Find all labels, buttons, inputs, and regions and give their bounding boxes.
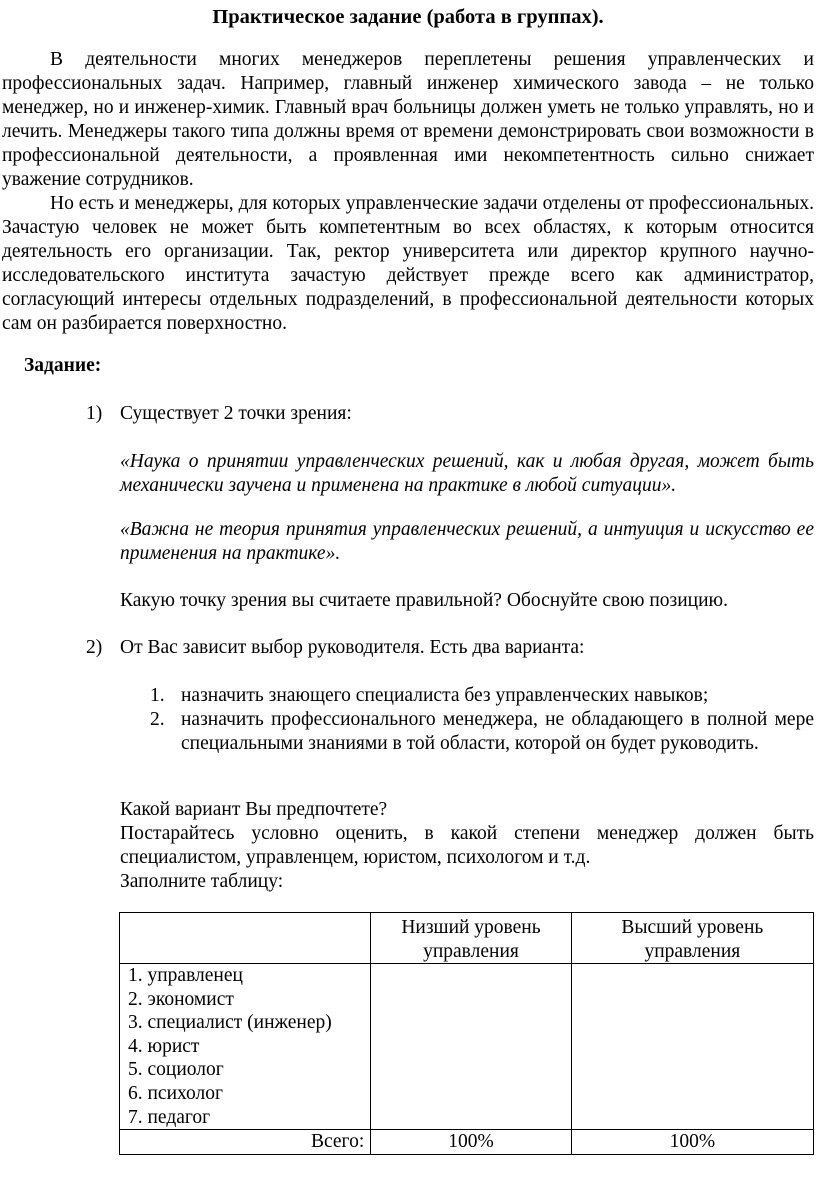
paragraph-2: Но есть и менеджеры, для которых управленческие задачи отделены от профессиональных. Зачастую человек не может быть компетентным во всех областях, к которым относится деятельность его организации. Так, ректор университета или директор крупного научно- исследовательского института зачастую действует прежде всего как администратор, согласующий интересы отдельных подразделений, в профессиональной деятельности которых сам он разбирается поверхностно. <box>2 193 814 334</box>
task1-question: Какую точку зрения вы считаете правильной? Обоснуйте свою позицию. <box>120 590 728 611</box>
header-high-line1: Высший уровень <box>621 917 764 938</box>
role-item: 6. психолог <box>128 1082 224 1104</box>
role-item: 4. юрист <box>128 1035 200 1057</box>
table-header-empty <box>120 913 371 964</box>
table-header-high <box>571 913 813 964</box>
task2-question2: Постарайтесь условно оценить, в какой степени менеджер должен быть специалистом, управленцем, юристом, психологом и т.д. <box>120 823 814 868</box>
header-low-line2: управления <box>423 940 519 962</box>
task2-question3: Заполните таблицу: <box>120 871 284 892</box>
option2-number: 2. <box>150 709 165 730</box>
role-item: 7. педагог <box>128 1106 211 1128</box>
option2-text: назначить профессионального менеджера, не обладающего в полной мере специальными знаниями в той области, которой он будет руководить. <box>181 709 814 754</box>
role-item: 1. управленец <box>128 965 243 986</box>
header-high-line2: управления <box>644 940 741 962</box>
role-item: 3. специалист (инженер) <box>128 1012 332 1034</box>
header-low-line1: Низший уровень <box>401 917 541 938</box>
total-label: Всего: <box>120 1130 371 1155</box>
task-heading: Задание: <box>24 355 102 376</box>
task2-question1: Какой вариант Вы предпочтете? <box>120 799 388 820</box>
option1-number: 1. <box>150 685 165 706</box>
task1-quote1: «Наука о принятии управленческих решений, как и любая другая, может быть механически заучена и применена на практике в любой ситуации». <box>120 451 814 496</box>
low-level-cell[interactable] <box>371 964 571 1130</box>
task1-intro: Существует 2 точки зрения: <box>120 403 352 424</box>
role-list <box>120 964 371 1130</box>
task2-intro: От Вас зависит выбор руководителя. Есть два варианта: <box>120 637 585 658</box>
table-row <box>120 964 814 1130</box>
option1-text: назначить знающего специалиста без управленческих навыков; <box>181 685 709 706</box>
assessment-table <box>119 912 814 1155</box>
total-high: 100% <box>571 1130 813 1155</box>
total-low: 100% <box>371 1130 571 1155</box>
task1-quote2: «Важна не теория принятия управленческих решений, а интуиция и искусство ее применения на практике». <box>120 519 814 564</box>
table-total-row <box>120 1130 814 1155</box>
role-item: 2. экономист <box>128 988 234 1010</box>
table-header-low <box>371 913 571 964</box>
task2-number: 2) <box>86 637 103 658</box>
paragraph-1: В деятельности многих менеджеров переплетены решения управленческих и профессиональных задач. Например, главный инженер химического завода – не только менеджер, но и инженер-химик. Главный врач больницы должен уметь не только управлять, но и лечить. Менеджеры такого типа должны время от времени демонстрировать свои возможности в профессиональной деятельности, а проявленная ими некомпетентность сильно снижает уважение сотрудников. <box>2 49 814 190</box>
high-level-cell[interactable] <box>571 964 813 1130</box>
document-title: Практическое задание (работа в группах). <box>212 6 604 28</box>
role-item: 5. социолог <box>128 1059 224 1081</box>
task1-number: 1) <box>86 403 103 424</box>
table-header-row <box>120 913 814 964</box>
